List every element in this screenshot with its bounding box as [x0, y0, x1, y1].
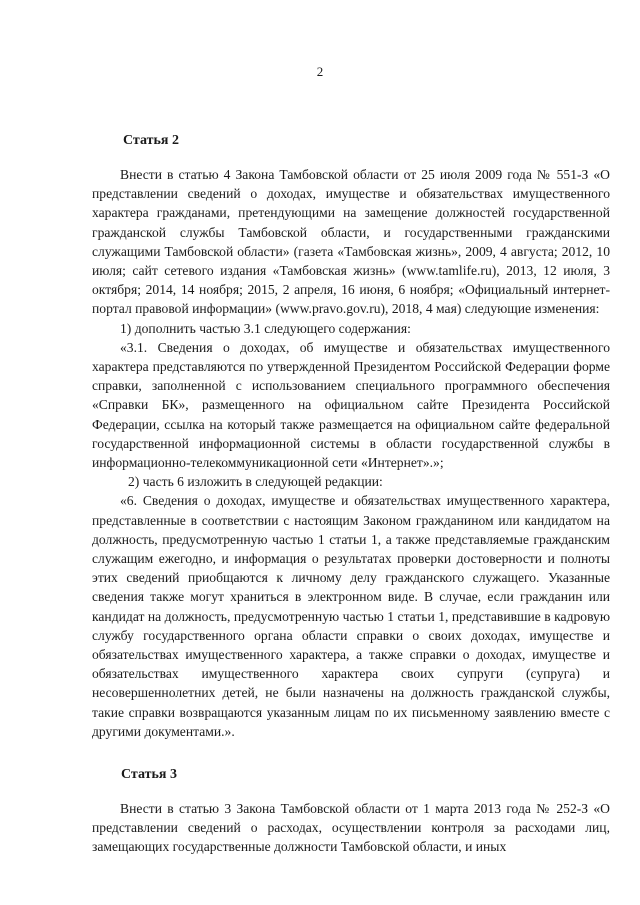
article-3-intro: Внести в статью 3 Закона Тамбовской области от 1 марта 2013 года № 252-З «О представлении сведений о расходах, осуществлении контроля за расходами лиц, замещающих государственные должности Тамбовской области, и иных [92, 801, 610, 855]
article-3-body [92, 799, 610, 857]
article-3-heading: Статья 3 [121, 767, 177, 782]
article-2-item-2-text: «6. Сведения о доходах, имуществе и обязательствах имущественного характера, представленные в соответствии с настоящим Законом гражданином или кандидатом на должность, предусмотренную частью 1 статьи 1, а также представляемые гражданским служащим ежегодно, и информация о результатах проверки достоверности и полноты этих сведений приобщаются к личному делу гражданского служащего. Указанные сведения также могут храниться в электронном виде. В случае, если гражданин или кандидат на должность, предусмотренную частью 1 статьи 1, представившие в кадровую службу государственного органа области справки о своих доходах, имуществе и обязательствах имущественного характера, а также справки о доходах, имуществе и обязательствах имущественного характера своих супруги (супруга) и несовершеннолетних детей, не были назначены на должность гражданской службы, такие справки возвращаются указанным лицам по их письменному заявлению вместе с другими документами.». [92, 493, 610, 739]
article-2-body [92, 165, 610, 741]
article-2-intro: Внести в статью 4 Закона Тамбовской области от 25 июля 2009 года № 551-З «О представлении сведений о доходах, имуществе и обязательствах имущественного характера гражданами, претендующими на замещение должностей государственной гражданской службы Тамбовской области, и государственными гражданскими служащими Тамбовской области» (газета «Тамбовская жизнь», 2009, 4 августа; 2012, 10 июля; сайт сетевого издания «Тамбовская жизнь» (www.tamlife.ru), 2013, 12 июля, 3 октября; 2014, 14 ноября; 2015, 2 апреля, 16 июня, 6 ноября; «Официальный интернет-портал правовой информации» (www.pravo.gov.ru), 2018, 4 мая) следующие изменения: [92, 167, 610, 317]
article-2-item-1-text: «3.1. Сведения о доходах, об имуществе и обязательствах имущественного характера представляются по утвержденной Президентом Российской Федерации форме справки, заполненной с использованием специального программного обеспечения «Справки БК», размещенного на официальном сайте Президента Российской Федерации, ссылка на который также размещается на официальном сайте федеральной государственной информационной системы в области государственной службы в информационно-телекоммуникационной сети «Интернет».»; [92, 339, 610, 471]
article-2-item-2-label: 2) часть 6 изложить в следующей редакции: [128, 474, 383, 490]
page-number: 2 [316, 64, 324, 79]
article-2-item-1-label: 1) дополнить частью 3.1 следующего содержания: [120, 320, 411, 336]
article-2-heading: Статья 2 [123, 133, 179, 148]
